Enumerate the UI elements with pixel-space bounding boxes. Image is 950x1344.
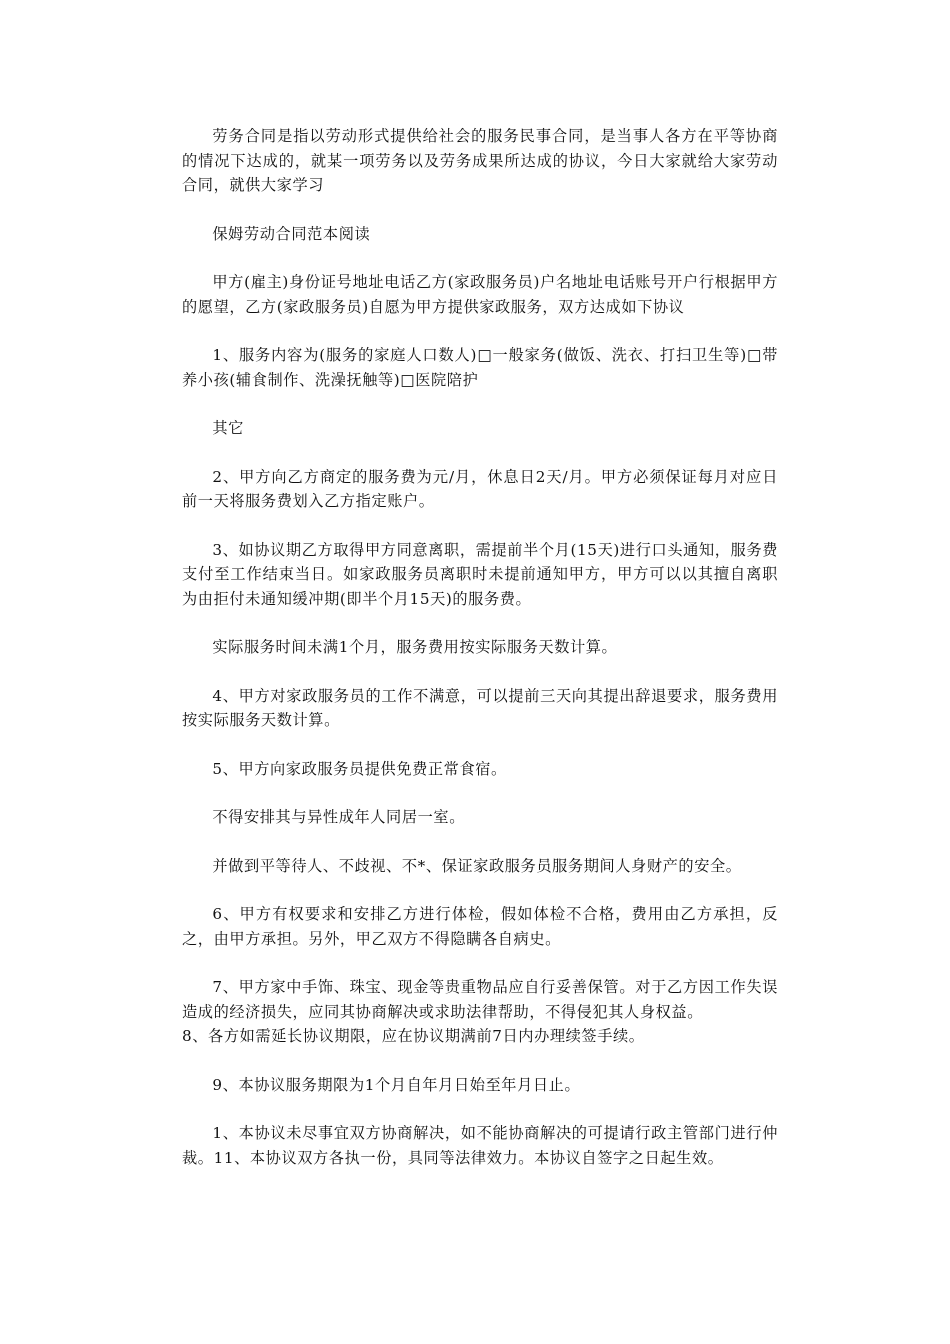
clause-9-term: 9、本协议服务期限为1个月自年月日始至年月日止。 bbox=[212, 1075, 581, 1094]
clause-7-valuables: 7、甲方家中手饰、珠宝、现金等贵重物品应自行妥善保管。对于乙方因工作失误造成的经济损失，应同其协商解决或求助法律帮助，不得侵犯其人身权益。 bbox=[182, 978, 778, 1021]
intro-paragraph: 劳务合同是指以劳动形式提供给社会的服务民事合同，是当事人各方在平等协商的情况下达成的，就某一项劳务以及劳务成果所达成的协议，今日大家就给大家劳动合同，就供大家学习 bbox=[182, 127, 778, 194]
clause-8-extension: 8、各方如需延长协议期限，应在协议期满前7日内办理续签手续。 bbox=[182, 1027, 645, 1045]
document-body bbox=[182, 124, 778, 1194]
clause-actual-service-time: 实际服务时间未满1个月，服务费用按实际服务天数计算。 bbox=[212, 638, 618, 656]
clause-no-cohabitation: 不得安排其与异性成年人同居一室。 bbox=[212, 808, 465, 826]
parties-paragraph: 甲方(雇主)身份证号地址电话乙方(家政服务员)户名地址电话账号开户行根据甲方的愿望，乙方(家政服务员)自愿为甲方提供家政服务，双方达成如下协议 bbox=[182, 273, 778, 316]
clause-4-dismissal: 4、甲方对家政服务员的工作不满意，可以提前三天向其提出辞退要求，服务费用按实际服务天数计算。 bbox=[182, 686, 778, 729]
clause-final-provisions: 1、本协议未尽事宜双方协商解决，如不能协商解决的可提请行政主管部门进行仲裁。11、本协议双方各执一份，具同等法律效力。本协议自签字之日起生效。 bbox=[182, 1124, 778, 1167]
clause-1-service-content: 1、服务内容为(服务的家庭人口数人)□一般家务(做饭、洗衣、打扫卫生等)□带养小孩(辅食制作、洗澡抚触等)□医院陪护 bbox=[182, 346, 778, 389]
clause-other: 其它 bbox=[212, 419, 244, 437]
clause-equal-treatment: 并做到平等待人、不歧视、不*、保证家政服务员服务期间人身财产的安全。 bbox=[212, 856, 742, 875]
document-title: 保姆劳动合同范本阅读 bbox=[212, 224, 371, 243]
clause-3-resignation: 3、如协议期乙方取得甲方同意离职，需提前半个月(15天)进行口头通知，服务费支付至工作结束当日。如家政服务员离职时未提前通知甲方，甲方可以以其擅自离职为由拒付未通知缓冲期(即半个月15天)的服务费。 bbox=[182, 540, 778, 608]
clause-2-service-fee: 2、甲方向乙方商定的服务费为元/月，休息日2天/月。甲方必须保证每月对应日前一天将服务费划入乙方指定账户。 bbox=[182, 467, 778, 510]
clause-5-board-lodging: 5、甲方向家政服务员提供免费正常食宿。 bbox=[212, 759, 507, 778]
clause-6-health-check: 6、甲方有权要求和安排乙方进行体检，假如体检不合格，费用由乙方承担，反之，由甲方承担。另外，甲乙双方不得隐瞒各自病史。 bbox=[182, 905, 778, 948]
